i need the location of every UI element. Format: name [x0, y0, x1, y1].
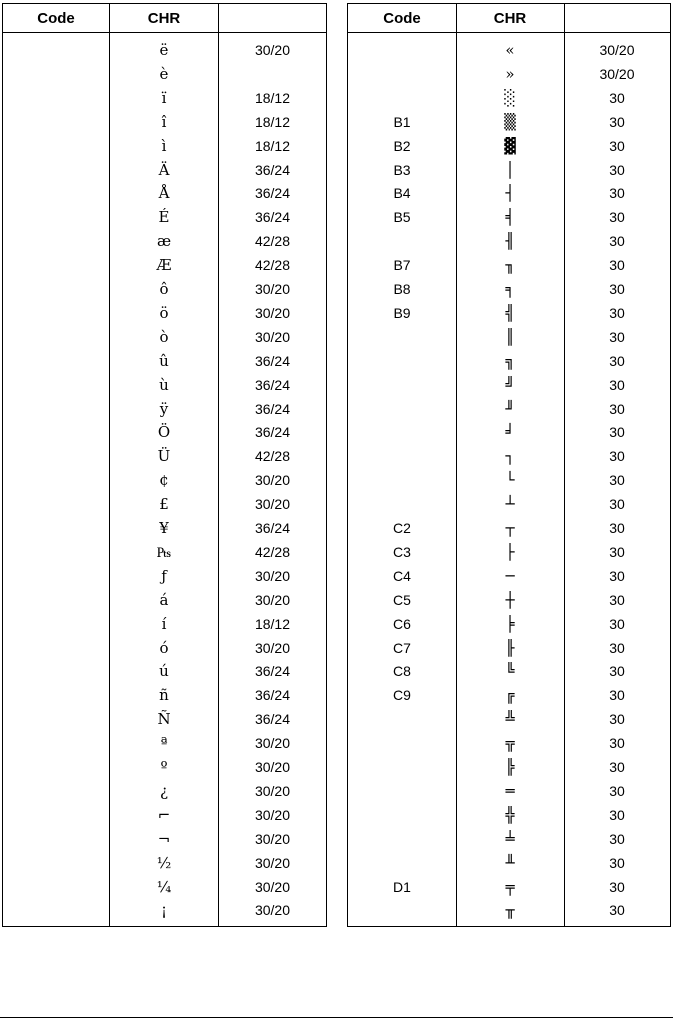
width-cell: 30 [609, 830, 625, 847]
chr-cell: ┤ [505, 184, 515, 203]
width-cell: 18/12 [254, 615, 291, 632]
chr-cell: ë [159, 41, 169, 59]
code-cell: B3 [393, 161, 411, 178]
chr-cell: ├ [505, 542, 515, 561]
chr-cell: ¼ [156, 877, 172, 896]
table-row [3, 349, 326, 373]
chr-cell: ô [159, 280, 169, 298]
width-cell: 36/24 [254, 520, 291, 536]
table-row [3, 397, 326, 421]
table-row [3, 612, 326, 636]
width-cell: 30 [609, 161, 625, 178]
width-cell: 30 [609, 400, 625, 417]
chr-cell: Ö [157, 423, 171, 442]
chr-cell: æ [156, 232, 172, 251]
table-row [3, 38, 326, 62]
code-cell: B5 [393, 209, 411, 226]
chr-cell: ½ [156, 853, 172, 872]
table-row [3, 325, 326, 349]
chr-cell: ╢ [505, 232, 515, 251]
width-cell: 30/20 [254, 782, 291, 799]
table-row [348, 277, 670, 301]
chr-cell: ì [161, 136, 167, 155]
chr-cell: ┐ [505, 447, 515, 466]
chr-cell: ┴ [505, 495, 515, 514]
table-row [3, 277, 326, 301]
width-cell: 30 [609, 376, 625, 393]
width-cell: 30 [609, 711, 625, 728]
width-cell: 30 [609, 257, 625, 274]
table-row [348, 516, 670, 540]
chr-cell: ╗ [505, 351, 515, 370]
code-cell: B9 [393, 304, 411, 321]
code-cell: D1 [393, 878, 411, 895]
table-row [348, 612, 670, 636]
table-row [3, 110, 326, 134]
table-row [3, 158, 326, 182]
table-row [3, 659, 326, 683]
chr-cell: ┬ [505, 519, 515, 537]
code-cell: B2 [393, 137, 411, 154]
width-cell: 36/24 [254, 161, 291, 178]
width-cell: 30/20 [254, 902, 291, 919]
width-cell: 30/20 [254, 735, 291, 752]
width-cell: 30/20 [254, 328, 291, 345]
chr-cell: ╝ [505, 375, 515, 394]
width-cell: 36/24 [254, 376, 291, 393]
code-cell: C5 [393, 591, 411, 608]
width-cell: 30/20 [254, 806, 291, 823]
chr-cell: ═ [505, 781, 515, 800]
chr-cell: ¡ [160, 901, 168, 920]
chr-cell: ⌐ [157, 805, 171, 824]
table-row [348, 134, 670, 158]
table-row [3, 564, 326, 588]
chr-cell: ╛ [505, 423, 515, 442]
chr-cell: î [161, 112, 167, 131]
table-row [348, 707, 670, 731]
width-cell: 18/12 [254, 137, 291, 154]
code-cell: B1 [393, 113, 411, 130]
table-row [348, 62, 670, 86]
table-row [3, 468, 326, 492]
chr-cell: ₧ [156, 542, 172, 561]
chr-cell: ╚ [505, 662, 515, 681]
chr-cell: ï [161, 88, 167, 107]
chr-cell: ┼ [505, 590, 515, 609]
table-row [3, 683, 326, 707]
table-row [3, 898, 326, 922]
table-row [3, 62, 326, 86]
table-row [3, 755, 326, 779]
table-row [348, 325, 670, 349]
chr-cell: £ [159, 495, 169, 514]
chr-cell: ¬ [157, 829, 171, 848]
chr-cell: ╩ [505, 710, 515, 729]
width-cell: 30 [609, 591, 625, 608]
table-row [348, 636, 670, 660]
table-row [348, 588, 670, 612]
chr-cell: ú [159, 662, 169, 681]
table-row [348, 205, 670, 229]
width-cell: 36/24 [254, 424, 291, 441]
width-cell: 18/12 [254, 89, 291, 106]
table-row [3, 636, 326, 660]
width-cell: 18/12 [254, 113, 291, 130]
chr-cell: ╦ [505, 734, 515, 753]
width-cell: 30 [609, 328, 625, 345]
width-cell: 42/28 [254, 233, 291, 250]
table-row [3, 492, 326, 516]
table-row [348, 229, 670, 253]
chr-cell: ó [159, 638, 169, 657]
chr-cell: û [159, 351, 169, 370]
chr-cell: Æ [156, 256, 172, 275]
code-cell: C6 [393, 615, 411, 632]
chr-cell: ¿ [159, 781, 169, 800]
table-row [3, 301, 326, 325]
width-cell: 36/24 [254, 711, 291, 728]
chr-cell: ╖ [505, 256, 515, 275]
code-cell: B7 [393, 257, 411, 274]
width-cell: 30 [609, 113, 625, 130]
chr-cell: ▒ [504, 112, 516, 131]
width-cell: 30 [609, 902, 625, 919]
width-cell: 30 [609, 854, 625, 871]
chr-cell: ò [159, 327, 169, 346]
chr-cell: ─ [505, 566, 515, 585]
table-row [3, 373, 326, 397]
chr-cell: ▓ [504, 136, 516, 155]
table-row [3, 181, 326, 205]
width-cell: 30 [609, 472, 625, 489]
chr-cell: ╟ [505, 638, 515, 657]
table-row [3, 875, 326, 899]
width-cell: 30/20 [599, 42, 635, 58]
table-row [3, 229, 326, 253]
table-row [348, 301, 670, 325]
table-row [348, 827, 670, 851]
chr-cell: ╔ [505, 686, 515, 705]
table-row [3, 516, 326, 540]
chr-cell: « [505, 41, 515, 59]
width-cell: 36/24 [254, 209, 291, 226]
width-cell: 30 [609, 448, 625, 465]
chr-cell: º [160, 758, 168, 776]
chr-cell: ª [160, 734, 168, 753]
code-cell: C7 [393, 639, 411, 656]
table-row [348, 492, 670, 516]
code-cell: B4 [393, 185, 411, 202]
width-cell: 30/20 [254, 830, 291, 847]
chr-cell: │ [505, 160, 515, 179]
width-cell: 42/28 [254, 543, 291, 560]
table-row [3, 851, 326, 875]
table-row [348, 779, 670, 803]
width-cell: 30 [609, 209, 625, 226]
page-bottom-rule [0, 1017, 673, 1018]
table-row [3, 420, 326, 444]
table-row [3, 588, 326, 612]
chr-cell: ║ [505, 327, 515, 346]
width-cell: 30/20 [254, 591, 291, 608]
width-cell: 30 [609, 281, 625, 297]
width-cell: 30/20 [254, 878, 291, 895]
chr-cell: è [159, 64, 169, 83]
table-row [348, 731, 670, 755]
left-table-header [3, 4, 326, 33]
table-row [348, 397, 670, 421]
width-cell: 30 [609, 782, 625, 799]
table-row [3, 540, 326, 564]
width-cell: 36/24 [254, 663, 291, 680]
width-cell: 30 [609, 543, 625, 560]
chr-cell: ╥ [505, 901, 515, 920]
table-row [348, 86, 670, 110]
width-cell: 30/20 [599, 65, 635, 82]
table-row [348, 110, 670, 134]
width-cell: 30/20 [254, 472, 291, 489]
width-cell: 30 [609, 233, 625, 250]
table-row [348, 181, 670, 205]
width-cell: 30 [609, 496, 625, 513]
width-cell: 30/20 [254, 854, 291, 871]
width-cell: 30 [609, 639, 625, 656]
chr-cell: Å [158, 184, 170, 203]
width-cell: 30 [609, 304, 625, 321]
code-cell: C4 [393, 567, 411, 584]
width-cell: 30/20 [254, 639, 291, 656]
table-row [3, 253, 326, 277]
width-cell: 30 [609, 735, 625, 752]
code-column-header: Code [383, 10, 421, 27]
table-row [348, 349, 670, 373]
width-cell: 30 [609, 806, 625, 823]
table-row [3, 731, 326, 755]
chr-cell: í [161, 614, 167, 633]
width-cell: 30 [609, 663, 625, 680]
chr-cell: ╨ [505, 853, 515, 872]
table-row [348, 803, 670, 827]
table-row [348, 898, 670, 922]
left-character-table [2, 3, 327, 927]
table-row [348, 540, 670, 564]
chr-cell: Ñ [157, 710, 171, 729]
width-column-header [219, 4, 326, 32]
table-row [348, 875, 670, 899]
table-row [348, 564, 670, 588]
width-cell: 30 [609, 424, 625, 441]
code-column-header: Code [37, 10, 75, 27]
chr-cell: É [158, 208, 170, 227]
width-cell: 30 [609, 520, 625, 536]
code-cell: C8 [393, 663, 411, 680]
table-row [3, 205, 326, 229]
table-row [3, 707, 326, 731]
width-cell: 30 [609, 687, 625, 704]
width-cell: 30/20 [254, 496, 291, 513]
width-cell: 30 [609, 185, 625, 202]
chr-cell: ╞ [505, 614, 515, 633]
width-cell: 42/28 [254, 257, 291, 274]
width-cell: 30/20 [254, 567, 291, 584]
chr-cell: á [159, 590, 169, 609]
chr-cell: ╕ [505, 280, 515, 298]
table-row [3, 827, 326, 851]
chr-cell: ÿ [159, 399, 169, 418]
table-row [348, 659, 670, 683]
table-row [348, 468, 670, 492]
width-cell: 30 [609, 878, 625, 895]
table-row [3, 134, 326, 158]
chr-cell: » [505, 64, 515, 83]
code-cell: B8 [393, 281, 411, 297]
chr-cell: ¥ [159, 519, 169, 537]
chr-column-header: CHR [147, 10, 181, 27]
table-row [348, 253, 670, 277]
right-character-table [347, 3, 671, 927]
chr-cell: ╧ [505, 829, 515, 848]
table-row [348, 420, 670, 444]
chr-cell: └ [505, 471, 515, 490]
table-row [3, 803, 326, 827]
width-cell: 42/28 [254, 448, 291, 465]
width-cell: 36/24 [254, 185, 291, 202]
width-cell: 30/20 [254, 304, 291, 321]
width-cell: 30/20 [254, 759, 291, 775]
width-cell: 30 [609, 89, 625, 106]
code-cell: C2 [393, 520, 411, 536]
chr-cell: Ü [157, 447, 171, 466]
chr-cell: ñ [159, 686, 169, 705]
chr-cell: ╤ [505, 877, 515, 896]
chr-cell: ╬ [505, 805, 515, 824]
width-cell: 30 [609, 567, 625, 584]
chr-cell: ╜ [505, 399, 515, 418]
code-cell: C9 [393, 687, 411, 704]
table-row [348, 38, 670, 62]
chr-cell: ░ [504, 88, 516, 107]
chr-cell: Ä [158, 160, 170, 179]
width-column-header [564, 4, 670, 32]
width-cell: 30 [609, 615, 625, 632]
table-row [348, 158, 670, 182]
chr-cell: ╠ [505, 758, 515, 776]
width-cell: 30/20 [254, 42, 291, 58]
table-row [348, 851, 670, 875]
table-row [348, 444, 670, 468]
chr-cell: ö [159, 303, 169, 322]
table-row [3, 444, 326, 468]
chr-cell: ƒ [161, 566, 167, 585]
right-table-header [348, 4, 670, 33]
chr-cell: ╣ [505, 303, 515, 322]
chr-cell: ╡ [505, 208, 515, 227]
width-cell: 36/24 [254, 400, 291, 417]
width-cell: 36/24 [254, 352, 291, 369]
table-row [348, 755, 670, 779]
chr-cell: ¢ [159, 471, 169, 490]
width-cell: 36/24 [254, 687, 291, 704]
table-row [3, 86, 326, 110]
table-row [348, 683, 670, 707]
chr-cell: ù [159, 375, 169, 394]
width-cell: 30 [609, 759, 625, 775]
table-row [348, 373, 670, 397]
width-cell: 30 [609, 137, 625, 154]
width-cell: 30 [609, 352, 625, 369]
chr-column-header: CHR [493, 10, 527, 27]
width-cell: 30/20 [254, 281, 291, 297]
table-row [3, 779, 326, 803]
code-cell: C3 [393, 543, 411, 560]
